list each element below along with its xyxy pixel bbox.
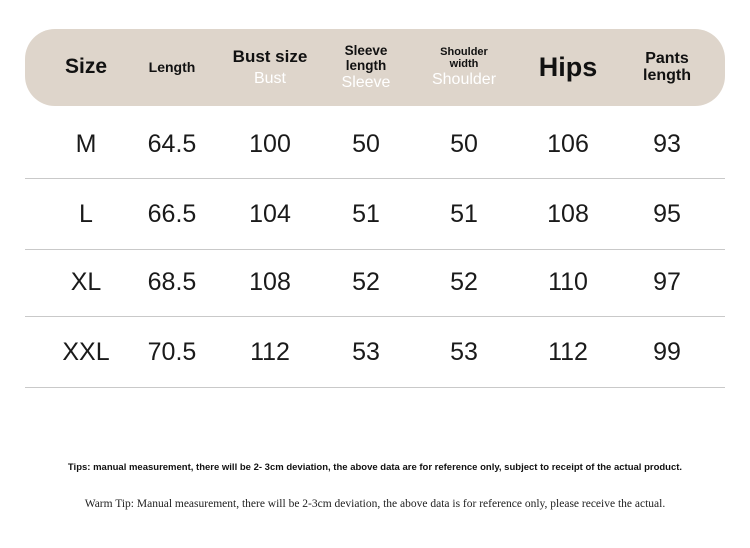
header-sleeve-sub: Sleeve bbox=[341, 73, 391, 91]
header-hips-label: Hips bbox=[538, 52, 598, 83]
cell-bust: 100 bbox=[249, 129, 291, 158]
cell-length: 70.5 bbox=[147, 337, 197, 366]
header-bust-label: Bust size bbox=[232, 46, 308, 66]
cell-shoulder: 52 bbox=[450, 267, 478, 296]
cell-shoulder: 51 bbox=[450, 199, 478, 228]
header-bust bbox=[220, 29, 320, 106]
table-header bbox=[25, 29, 725, 106]
cell-sleeve: 52 bbox=[352, 267, 380, 296]
header-pants-label: Pants length bbox=[643, 49, 691, 84]
header-length bbox=[133, 29, 211, 106]
cell-pants: 93 bbox=[653, 129, 681, 158]
cell-bust: 112 bbox=[250, 337, 290, 366]
cell-size: XL bbox=[70, 267, 102, 296]
table-row bbox=[25, 247, 725, 317]
cell-pants: 99 bbox=[653, 337, 681, 366]
header-sleeve bbox=[328, 29, 404, 106]
cell-bust: 108 bbox=[249, 267, 291, 296]
tip-note-serif: Warm Tip: Manual measurement, there will be 2-3cm deviation, the above data is for reference only, please receive the actual. bbox=[84, 498, 666, 510]
header-size-label: Size bbox=[64, 55, 108, 79]
cell-size: M bbox=[75, 129, 97, 158]
cell-length: 64.5 bbox=[147, 129, 197, 158]
cell-sleeve: 53 bbox=[352, 337, 380, 366]
header-bust-sub: Bust bbox=[253, 70, 286, 88]
header-shoulder-sub: Shoulder bbox=[431, 71, 497, 89]
tip-note-bold: Tips: manual measurement, there will be 2- 3cm deviation, the above data are for reference only, subject to receipt of the actual product. bbox=[67, 462, 683, 473]
cell-hips: 108 bbox=[547, 199, 589, 228]
cell-size: L bbox=[79, 199, 93, 228]
header-shoulder bbox=[417, 29, 511, 106]
header-shoulder-label: Shoulder width bbox=[440, 45, 488, 70]
table-row bbox=[25, 179, 725, 249]
header-length-label: Length bbox=[148, 59, 196, 76]
table-row bbox=[25, 317, 725, 387]
cell-length: 68.5 bbox=[147, 267, 197, 296]
header-sleeve-label: Sleeve length bbox=[344, 43, 388, 73]
cell-bust: 104 bbox=[249, 199, 291, 228]
cell-shoulder: 53 bbox=[450, 337, 478, 366]
cell-pants: 95 bbox=[653, 199, 681, 228]
header-size bbox=[47, 29, 125, 106]
header-pants bbox=[629, 29, 705, 106]
cell-shoulder: 50 bbox=[450, 129, 478, 158]
row-divider bbox=[25, 387, 725, 388]
cell-hips: 112 bbox=[548, 337, 588, 366]
table-row bbox=[25, 109, 725, 179]
cell-hips: 106 bbox=[547, 129, 589, 158]
cell-sleeve: 50 bbox=[352, 129, 380, 158]
cell-sleeve: 51 bbox=[352, 199, 380, 228]
cell-size: XXL bbox=[62, 337, 110, 366]
cell-pants: 97 bbox=[653, 267, 681, 296]
cell-hips: 110 bbox=[548, 267, 588, 296]
cell-length: 66.5 bbox=[147, 199, 197, 228]
header-hips bbox=[525, 29, 611, 106]
